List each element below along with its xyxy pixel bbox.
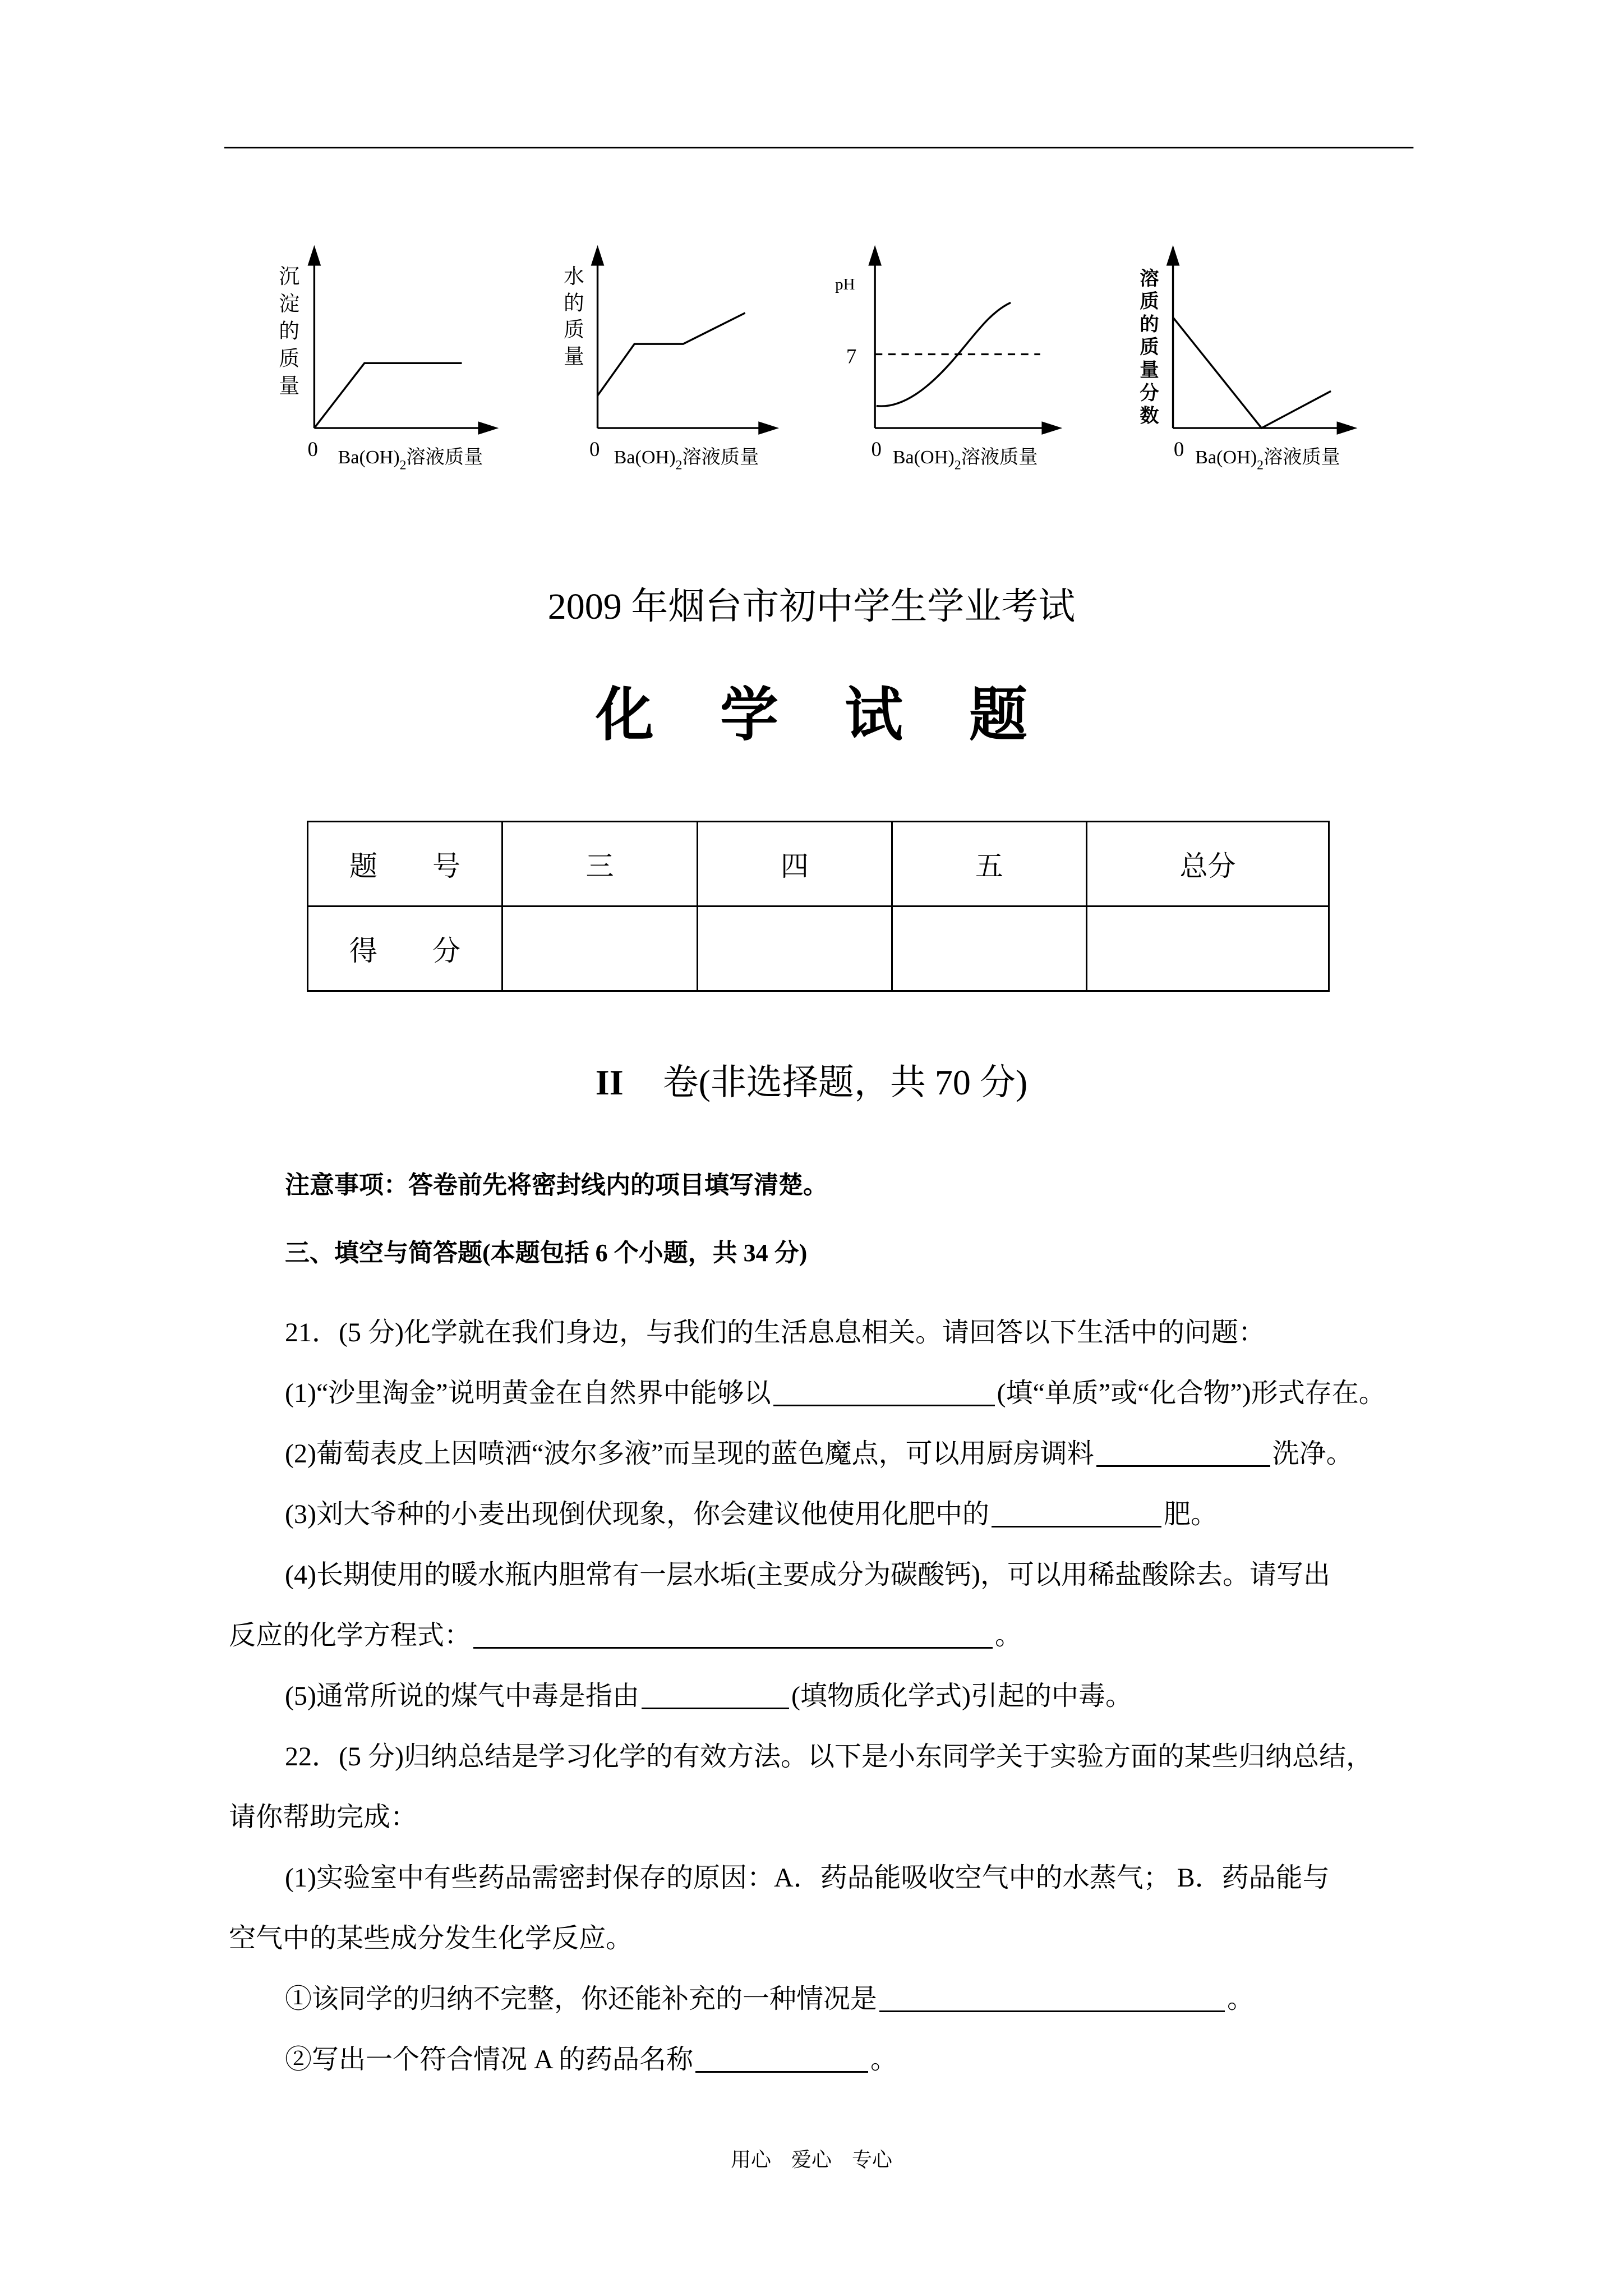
- graph-row: [0, 0, 1623, 505]
- q21-item-4-line-1: (4)长期使用的暖水瓶内胆常有一层水垢(主要成分为碳酸钙)，可以用稀盐酸除去。请写出: [285, 1560, 1330, 1590]
- y-label-char: 量: [564, 344, 584, 368]
- q22-item-1-line-1: (1)实验室中有些药品需密封保存的原因：A．药品能吸收空气中的水蒸气； B．药品能与: [285, 1863, 1330, 1893]
- notice-line: 注意事项：答卷前先将密封线内的项目填写清楚。: [285, 1171, 828, 1199]
- q21-item-3-text-after: 肥。: [1163, 1499, 1218, 1529]
- q22-sub-1: [285, 1969, 1254, 2030]
- graph-1-x-axis-arrow: [478, 421, 499, 435]
- q21-item-1-text-after: (填“单质”或“化合物”)形式存在。: [997, 1378, 1386, 1408]
- answer-blank-21-2: [1096, 1443, 1270, 1467]
- q22-sub-2-text-before: ②写出一个符合情况 A 的药品名称: [285, 2045, 694, 2074]
- score-table-header-row: [308, 822, 1329, 907]
- graph-4-curve: [1173, 318, 1331, 428]
- y-label-char: 的: [1140, 314, 1159, 335]
- q21-item-4-line-2: [229, 1605, 1022, 1666]
- graph-1-x-label-sub: 2: [399, 458, 407, 473]
- y-label-char: 分: [1140, 383, 1159, 404]
- graph-1-curve: [314, 363, 462, 428]
- y-label-char: 的: [279, 319, 300, 343]
- y-label-char: 量: [279, 374, 300, 397]
- graph-4-y-axis-arrow: [1166, 245, 1180, 266]
- section-heading: [0, 1059, 1623, 1106]
- score-cell-three: [502, 907, 698, 991]
- q22-sub-1-text-after: 。: [1227, 1984, 1255, 2014]
- score-cell-four: [698, 907, 892, 991]
- graph-3-origin-label: 0: [871, 438, 882, 461]
- graph-2-x-label-main: Ba(OH): [614, 447, 676, 468]
- graph-4-x-label-rest: 溶液质量: [1263, 447, 1340, 468]
- graph-3: [835, 245, 1062, 473]
- score-table-question-label: 题 号: [308, 822, 502, 907]
- y-label-char: 淀: [279, 292, 300, 315]
- q22-stem-line-1: 22．(5 分)归纳总结是学习化学的有效方法。以下是小东同学关于实验方面的某些归纳总结，: [285, 1742, 1373, 1772]
- q21-item-2: [285, 1424, 1353, 1484]
- graph-2-curve: [598, 313, 745, 395]
- answer-blank-21-3: [992, 1503, 1161, 1527]
- score-cell-five: [892, 907, 1087, 991]
- graph-3-x-label: [893, 447, 1038, 473]
- q21-item-2-text-after: 洗净。: [1272, 1439, 1353, 1469]
- score-table-score-row: [308, 907, 1329, 991]
- q22-sub-2-text-after: 。: [870, 2045, 898, 2074]
- y-label-char: 质: [1140, 291, 1159, 312]
- graph-3-x-label-main: Ba(OH): [892, 447, 955, 468]
- q21-item-3-text-before: (3)刘大爷种的小麦出现倒伏现象，你会建议他使用化肥中的: [285, 1499, 989, 1529]
- q22-sub-1-text-before: ①该同学的归纳不完整，你还能补充的一种情况是: [285, 1984, 878, 2014]
- graph-1-x-label-main: Ba(OH): [338, 447, 400, 468]
- answer-blank-22-1: [879, 1988, 1225, 2012]
- graph-4-x-label-sub: 2: [1257, 458, 1264, 473]
- y-label-char: 质: [1140, 337, 1159, 358]
- graph-1: [279, 245, 499, 473]
- graph-1-y-label: [279, 265, 299, 397]
- q21-item-4-text-after: 。: [995, 1621, 1022, 1650]
- y-label-char: 的: [564, 291, 584, 315]
- graph-2-y-axis-arrow: [591, 245, 605, 266]
- graph-2-x-label: [614, 447, 759, 473]
- graph-1-origin-label: 0: [307, 438, 318, 461]
- q22-item-1-line-2: 空气中的某些成分发生化学反应。: [229, 1924, 633, 1953]
- graph-2-x-axis-arrow: [758, 421, 779, 435]
- graph-4-x-label: [1195, 447, 1340, 473]
- graph-2-origin-label: 0: [589, 438, 600, 461]
- score-table: [307, 821, 1330, 992]
- q21-item-5-text-after: (填物质化学式)引起的中毒。: [791, 1681, 1132, 1711]
- graph-4-x-axis-arrow: [1337, 421, 1358, 435]
- graph-3-x-axis-arrow: [1041, 421, 1062, 435]
- y-label-char: 质: [279, 347, 300, 370]
- y-label-char: 质: [564, 318, 584, 341]
- q21-stem: 21．(5 分)化学就在我们身边，与我们的生活息息相关。请回答以下生活中的问题：: [285, 1318, 1265, 1347]
- q21-item-5: [285, 1666, 1132, 1727]
- graph-2-y-label: [564, 265, 584, 367]
- q21-item-1: [285, 1363, 1386, 1424]
- q22-sub-2: [285, 2030, 897, 2090]
- graph-3-x-label-sub: 2: [954, 458, 961, 473]
- graph-4-origin-label: 0: [1173, 438, 1184, 461]
- graph-2-x-label-rest: 溶液质量: [682, 447, 759, 468]
- q21-item-1-text-before: (1)“沙里淘金”说明黄金在自然界中能够以: [285, 1378, 771, 1408]
- graph-4: [1140, 245, 1357, 473]
- graph-1-x-label: [338, 447, 483, 473]
- answer-blank-21-4: [473, 1625, 993, 1649]
- exam-title: 化学试题: [595, 683, 1094, 748]
- graph-2: [564, 245, 779, 473]
- q22-stem-line-2: 请你帮助完成：: [229, 1802, 418, 1832]
- score-table-col-five: 五: [892, 822, 1087, 907]
- section-roman-numeral: II: [595, 1062, 624, 1102]
- score-table-score-label: 得 分: [308, 907, 502, 991]
- graph-1-x-label-rest: 溶液质量: [406, 447, 483, 468]
- section-text: 卷(非选择题，共 70 分): [662, 1062, 1028, 1102]
- page-footer: 用心 爱心 专心: [730, 2148, 892, 2171]
- graph-3-reference-label: 7: [846, 344, 857, 368]
- graph-4-x-label-main: Ba(OH): [1195, 447, 1257, 468]
- q21-item-3: [285, 1484, 1218, 1545]
- q21-item-2-text-before: (2)葡萄表皮上因喷洒“波尔多液”而呈现的蓝色魔点，可以用厨房调料: [285, 1439, 1094, 1469]
- q21-item-4-text-before: 反应的化学方程式：: [229, 1621, 472, 1650]
- graph-3-y-label: pH: [835, 275, 855, 293]
- graph-4-y-label: [1140, 268, 1159, 427]
- exam-subtitle: 2009 年烟台市初中学生学业考试: [547, 586, 1076, 627]
- y-label-char: 水: [564, 265, 584, 288]
- score-cell-total: [1087, 907, 1329, 991]
- answer-blank-22-2: [695, 2049, 868, 2073]
- score-table-col-four: 四: [698, 822, 892, 907]
- answer-blank-21-1: [773, 1382, 995, 1406]
- graph-3-y-axis-arrow: [868, 245, 882, 266]
- score-table-col-three: 三: [502, 822, 698, 907]
- answer-blank-21-5: [642, 1685, 789, 1709]
- q21-item-5-text-before: (5)通常所说的煤气中毒是指由: [285, 1681, 639, 1711]
- score-table-col-total: 总分: [1087, 822, 1329, 907]
- y-label-char: 沉: [279, 265, 300, 288]
- graph-3-x-label-rest: 溶液质量: [961, 447, 1038, 468]
- part-heading: 三、填空与简答题(本题包括 6 个小题，共 34 分): [285, 1239, 808, 1267]
- y-label-char: 量: [1140, 360, 1159, 381]
- y-label-char: 数: [1140, 406, 1159, 427]
- graph-1-y-axis-arrow: [308, 245, 321, 266]
- y-label-char: 溶: [1140, 268, 1159, 289]
- graph-2-x-label-sub: 2: [675, 458, 683, 473]
